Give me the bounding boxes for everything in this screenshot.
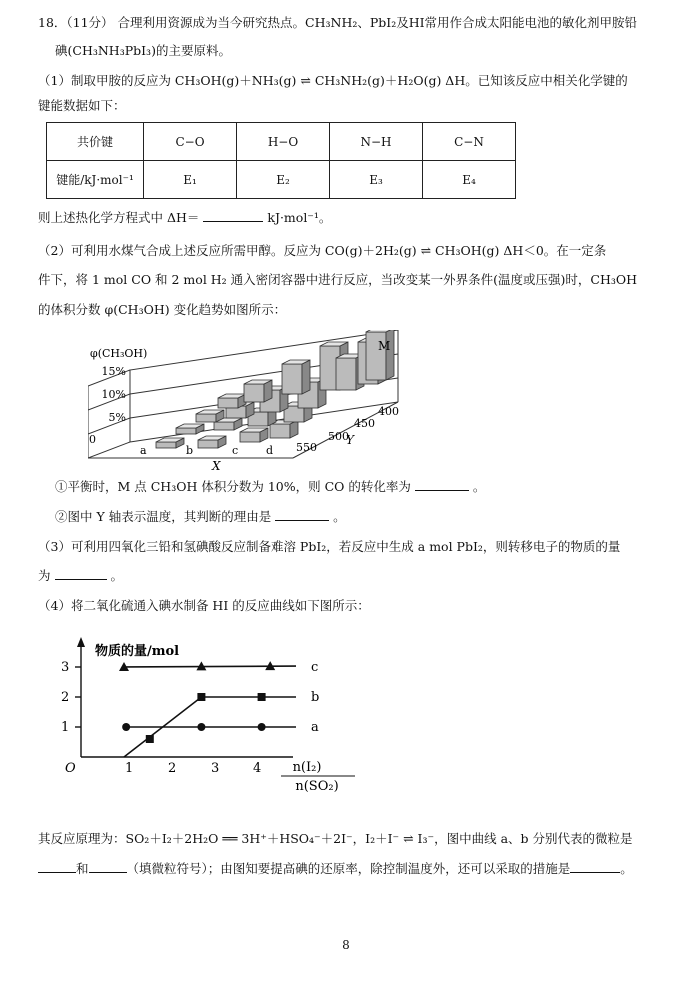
- header-line-2: 碘(CH₃NH₃PbI₃)的主要原料。: [55, 43, 231, 58]
- x-tick: 4: [253, 761, 262, 776]
- part4-line-1: （4）将二氧化硫通入碘水制备 HI 的反应曲线如下图所示：: [38, 598, 370, 613]
- part1-line-1: （1）制取甲胺的反应为 CH₃OH(g)＋NH₃(g) ⇌ CH₃NH₂(g)＋H₂O(g) ΔH。已知该反应中相关化学键的: [38, 73, 628, 88]
- bar-front: [198, 440, 218, 448]
- bar-front: [156, 442, 176, 448]
- header-line-1: 18．（11分） 合理利用资源成为当今研究热点。CH₃NH₂、PbI₂及HI常用作合成太阳能电池的敏化剂甲胺铅: [38, 15, 638, 30]
- marker-square: [197, 693, 205, 701]
- part4-mid-text: （填微粒符号）；由图知要提高碘的还原率，除控制温度外，还可以采取的措施是: [126, 861, 571, 876]
- curve-label-c: c: [311, 660, 319, 675]
- answer-blank[interactable]: [570, 872, 620, 873]
- table-cell: H−O: [237, 123, 330, 161]
- curves-group: [119, 661, 296, 757]
- q1-text: ①平衡时，M 点 CH₃OH 体积分数为 10%，则 CO 的转化率为: [55, 479, 411, 494]
- bar-side: [302, 360, 310, 394]
- part3-suffix: 。: [110, 568, 123, 583]
- part2-q2-line: [55, 508, 346, 526]
- table-cell: C−O: [144, 123, 237, 161]
- answer-suffix: kJ·mol⁻¹。: [267, 210, 332, 225]
- answer-blank[interactable]: [203, 221, 263, 222]
- y-tick: 0: [89, 433, 96, 446]
- point-m-label: M: [378, 339, 391, 353]
- answer-blank[interactable]: [89, 872, 127, 873]
- origin-label: O: [65, 761, 76, 776]
- table-row: [47, 161, 516, 199]
- table-cell: C−N: [423, 123, 516, 161]
- table-cell: 共价键: [47, 123, 144, 161]
- answer-blank[interactable]: [38, 872, 76, 873]
- bar-front: [270, 424, 290, 438]
- bar-front: [218, 398, 238, 408]
- q1-end: 。: [472, 479, 486, 494]
- y-tick: 3: [61, 660, 70, 675]
- x-tick: 3: [211, 761, 220, 776]
- answer-blank[interactable]: [55, 579, 107, 580]
- y-tick: 2: [61, 690, 70, 705]
- x-tick: 1: [125, 761, 134, 776]
- marker-circle: [197, 723, 205, 731]
- z-label: 450: [354, 417, 375, 430]
- table-cell: E₄: [423, 161, 516, 199]
- page-number: 8: [342, 938, 350, 952]
- x-axis-numerator: n(I₂): [292, 760, 322, 775]
- answer-prefix: 则上述热化学方程式中 ΔH＝: [38, 210, 200, 225]
- marker-circle: [258, 723, 266, 731]
- marker-circle: [122, 723, 130, 731]
- y-tick: 5%: [108, 411, 126, 424]
- table-cell: E₂: [237, 161, 330, 199]
- x-tick: 2: [168, 761, 177, 776]
- z-axis-title: Y: [346, 433, 354, 447]
- y-axis-arrow: [77, 637, 85, 647]
- bar-side: [386, 330, 394, 380]
- y-tick: 15%: [101, 365, 126, 378]
- part3-line-2: [38, 567, 123, 585]
- x-label: d: [266, 444, 274, 457]
- x-label: a: [140, 444, 147, 457]
- table-cell: N−H: [330, 123, 423, 161]
- y-axis-title: 物质的量/mol: [95, 644, 180, 659]
- part2-line-3: 的体积分数 φ(CH₃OH) 变化趋势如图所示：: [38, 302, 287, 317]
- bars-group: [156, 330, 394, 448]
- x-axis-title: X: [212, 459, 221, 473]
- marker-square: [146, 735, 154, 743]
- figure-line-chart: [55, 635, 375, 795]
- table-cell: 键能/kJ·mol⁻¹: [47, 161, 144, 199]
- answer-blank[interactable]: [415, 490, 469, 491]
- part1-line-2: 键能数据如下：: [38, 98, 126, 113]
- marker-square: [258, 693, 266, 701]
- x-axis-denominator: n(SO₂): [295, 779, 339, 794]
- z-label: 550: [296, 441, 317, 454]
- curve-label-a: a: [311, 720, 319, 735]
- bar-front: [176, 428, 196, 434]
- table-cell: E₁: [144, 161, 237, 199]
- y-axis-title: φ(CH₃OH): [90, 347, 148, 360]
- z-label: 500: [328, 430, 349, 443]
- figure-3d-bar-chart: [88, 330, 428, 475]
- q2-end: 。: [333, 509, 346, 524]
- bar-front: [214, 422, 234, 430]
- part4-answer-line-2: [38, 860, 633, 878]
- part2-q1-line: [55, 478, 485, 496]
- z-label: 400: [378, 405, 399, 418]
- part3-line-1: （3）可利用四氧化三铅和氢碘酸反应制备难溶 PbI₂，若反应中生成 a mol PbI₂，则转移电子的物质的量: [38, 539, 621, 554]
- y-tick: 10%: [101, 388, 126, 401]
- part4-answer-line-1: 其反应原理为：SO₂＋I₂＋2H₂O ══ 3H⁺＋HSO₄⁻＋2I⁻，I₂＋I⁻ ⇌ I₃⁻，图中曲线 a、b 分别代表的微粒是: [38, 831, 633, 846]
- and-text: 和: [76, 861, 89, 876]
- part2-line-2: 件下，将 1 mol CO 和 2 mol H₂ 通入密闭容器中进行反应，当改变某一外界条件(温度或压强)时，CH₃OH: [38, 272, 638, 287]
- answer-blank[interactable]: [275, 520, 329, 521]
- bar-front: [196, 414, 216, 422]
- table-cell: E₃: [330, 161, 423, 199]
- bar-front: [282, 364, 302, 394]
- bar-front: [240, 432, 260, 442]
- x-label: c: [232, 444, 239, 457]
- curve-label-b: b: [311, 690, 320, 705]
- bar-front: [336, 358, 356, 390]
- part2-line-1: （2）可利用水煤气合成上述反应所需甲醇。反应为 CO(g)＋2H₂(g) ⇌ CH₃OH(g) ΔH＜0。在一定条: [38, 243, 607, 258]
- table-row: [47, 123, 516, 161]
- x-label: b: [186, 444, 194, 457]
- part4-end: 。: [620, 861, 633, 876]
- part1-answer-line: [38, 209, 331, 227]
- bond-energy-table: [46, 122, 516, 199]
- q2-text: ②图中 Y 轴表示温度，其判断的理由是: [55, 509, 272, 524]
- bar-front: [244, 384, 264, 402]
- part3-prefix: 为: [38, 568, 51, 583]
- y-tick: 1: [61, 720, 70, 735]
